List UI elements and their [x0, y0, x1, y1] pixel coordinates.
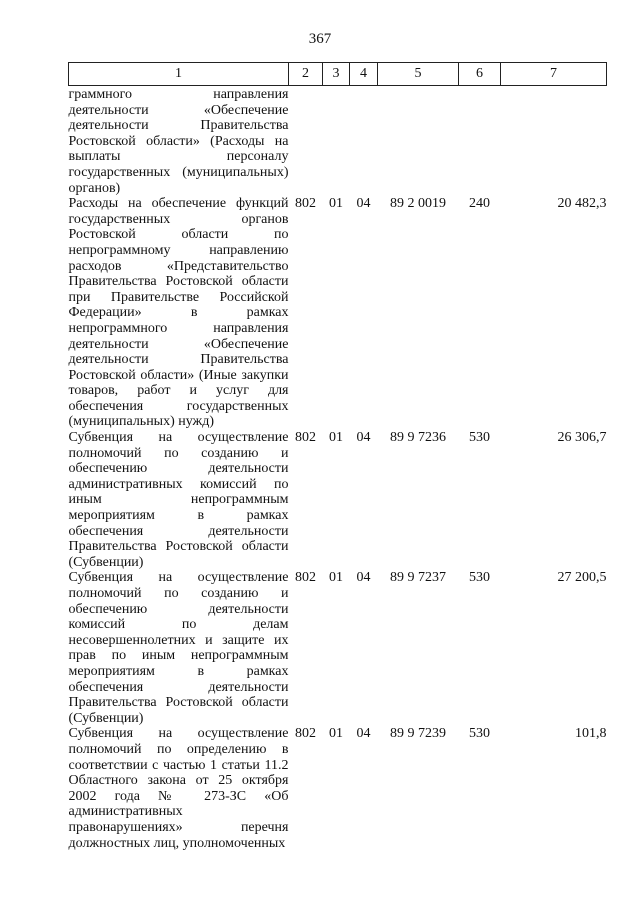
row-pr: 04: [356, 570, 371, 586]
row-name: граммного направления деятельности «Обеспечение деятельности Правительства Ростовской области» (Расходы на выплаты персоналу государственных (муниципальных) органов): [68, 87, 289, 196]
row-vr: 240: [469, 196, 490, 212]
row-sum: 26 306,7: [557, 430, 607, 446]
column-header-pr: 4: [350, 63, 378, 86]
column-header-csr: 5: [378, 63, 459, 86]
column-header-name: 1: [69, 63, 289, 86]
row-pr: [350, 86, 378, 197]
row-csr: 89 9 7237: [390, 570, 446, 586]
page-number: 367: [308, 31, 332, 47]
row-name: Субвенция на осуществление полномочий по созданию и обеспечению деятельности административных комиссий по иным непрограммным мероприятиям в рамках обеспечения деятельности Правительства Ростовской области (Субвенции): [68, 430, 289, 570]
row-rz: 01: [329, 570, 343, 586]
row-rz: [323, 86, 350, 197]
row-sum: 20 482,3: [557, 196, 607, 212]
row-name: Расходы на обеспечение функций государственных органов Ростовской области по непрограммному направлению расходов «Представительство Правительства Ростовской области при Правительстве Российской Федерации» в рамках непрограммного направления деятельности «Обеспечение деятельности Правительства Ростовской области» (Иные закупки товаров, работ и услуг для обеспечения государственных (муниципальных) нужд): [68, 196, 289, 430]
row-pr: 04: [356, 430, 371, 446]
row-pr: 04: [356, 726, 371, 742]
budget-table: [68, 62, 607, 851]
row-rz: 01: [329, 430, 343, 446]
row-csr: 89 9 7239: [390, 726, 446, 742]
table-row: [69, 86, 607, 197]
column-header-ved: 2: [289, 63, 323, 86]
row-csr: [378, 86, 459, 197]
row-vr: [459, 86, 501, 197]
row-pr: 04: [356, 196, 371, 212]
row-vr: 530: [469, 430, 490, 446]
row-name: Субвенция на осуществление полномочий по созданию и обеспечению деятельности комиссий по делам несовершеннолетних и защите их прав по иным непрограммным мероприятиям в рамках обеспечения деятельности Правительства Ростовской области (Субвенции): [68, 570, 289, 726]
row-csr: 89 2 0019: [390, 196, 446, 212]
header-row: [69, 63, 607, 86]
row-sum: 101,8: [575, 726, 607, 742]
row-ved: [289, 86, 323, 197]
row-csr: 89 9 7236: [390, 430, 446, 446]
row-vr: 530: [469, 726, 490, 742]
row-ved: 802: [295, 570, 316, 586]
table-row: [69, 196, 607, 430]
row-ved: 802: [295, 430, 316, 446]
row-ved: 802: [295, 196, 316, 212]
row-sum: 27 200,5: [557, 570, 607, 586]
row-vr: 530: [469, 570, 490, 586]
column-header-rz: 3: [323, 63, 350, 86]
table-row: [69, 726, 607, 851]
row-rz: 01: [329, 196, 343, 212]
row-sum: [501, 86, 607, 197]
column-header-vr: 6: [459, 63, 501, 86]
column-header-sum: 7: [501, 63, 607, 86]
row-rz: 01: [329, 726, 343, 742]
table-row: [69, 430, 607, 570]
table-row: [69, 570, 607, 726]
row-ved: 802: [295, 726, 316, 742]
row-name: Субвенция на осуществление полномочий по определению в соответствии с частью 1 статьи 11.2 Областного закона от 25 октября 2002 года № 273-ЗС «Об административных правонарушениях» перечня должностных лиц, уполномоченных: [68, 726, 289, 851]
